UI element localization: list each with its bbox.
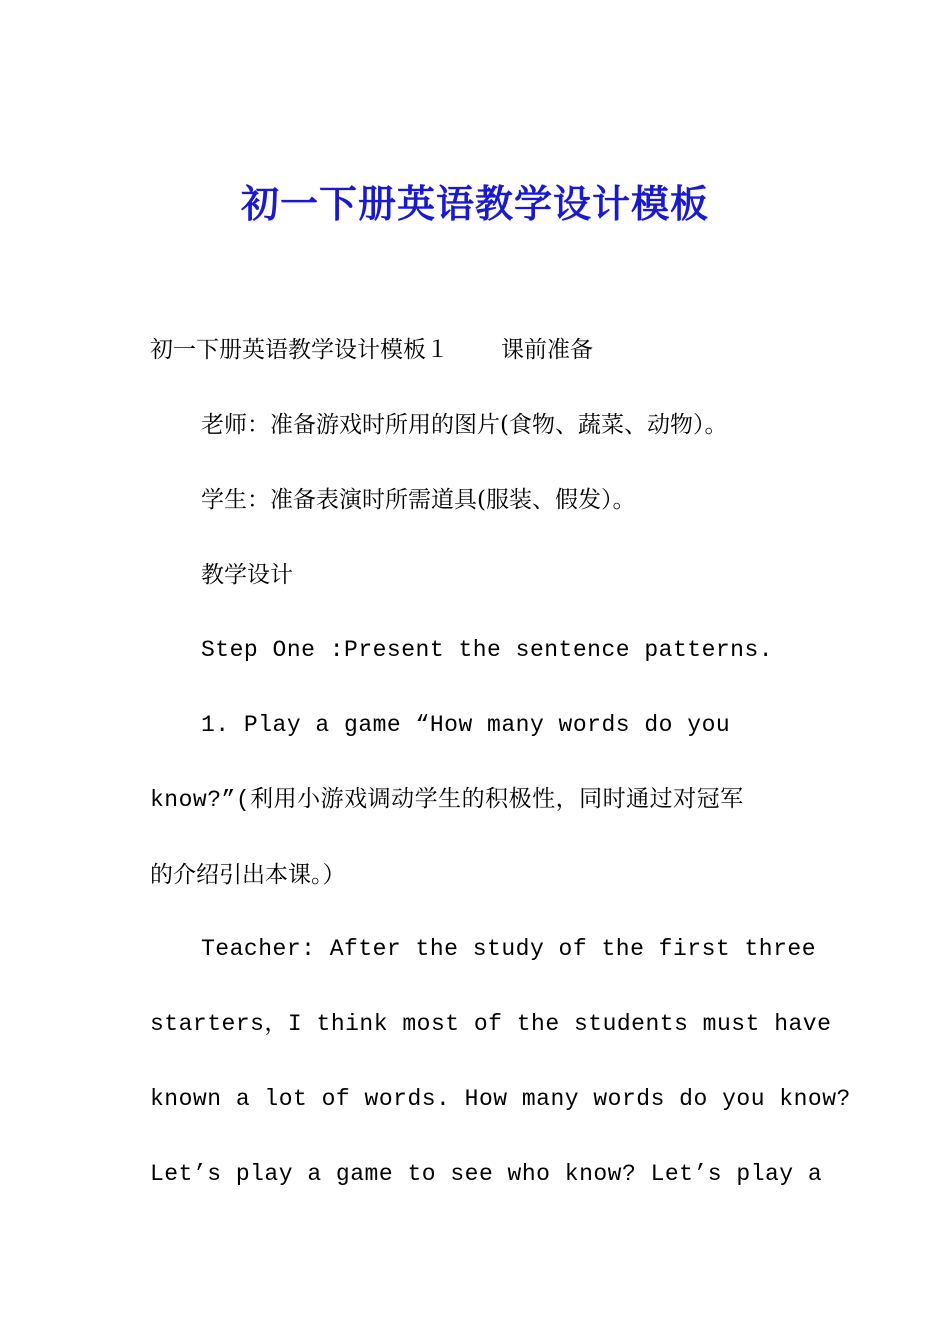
step-one-line: Step One :Present the sentence patterns. <box>201 637 774 663</box>
game-instruction-line: 1. Play a game “How many words do you <box>201 712 731 738</box>
teacher-speech-line-2: starters，I think most of the students must have <box>150 1011 832 1037</box>
teacher-speech-line-1: Teacher: After the study of the first three <box>201 936 816 962</box>
document-title: 初一下册英语教学设计模板 <box>240 181 709 226</box>
game-note-line: know?”(利用小游戏调动学生的积极性，同时通过对冠军 <box>150 787 744 813</box>
teacher-speech-line-3: known a lot of words. How many words do you know? <box>150 1086 851 1112</box>
teacher-preparation: 老师：准备游戏时所用的图片(食物、蔬菜、动物）。 <box>201 412 728 438</box>
game-note-continuation: 的介绍引出本课。） <box>150 862 346 888</box>
preparation-heading: 课前准备 <box>501 337 593 363</box>
section-heading-line <box>150 333 593 367</box>
teacher-speech-line-4: Let’s play a game to see who know? Let’s play a <box>150 1161 823 1187</box>
student-preparation: 学生：准备表演时所需道具(服装、假发）。 <box>201 487 636 513</box>
template-heading: 初一下册英语教学设计模板１ <box>150 337 449 363</box>
teaching-design-heading: 教学设计 <box>201 562 293 588</box>
